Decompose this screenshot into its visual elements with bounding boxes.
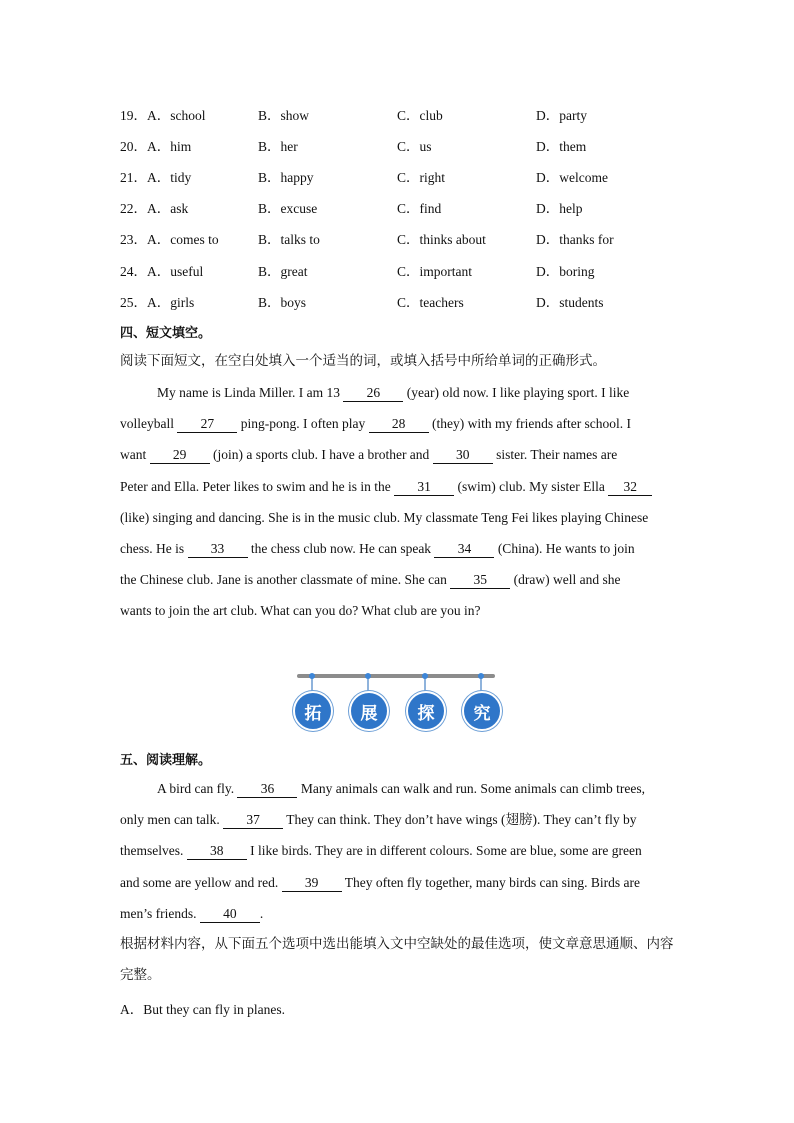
cloze-passage — [120, 377, 676, 627]
option-c: C．teachers — [397, 295, 464, 310]
blank-38[interactable]: 38 — [187, 843, 247, 860]
option-d: D．help — [536, 201, 583, 216]
option-d: D．them — [536, 139, 587, 154]
blank-34[interactable]: 34 — [434, 541, 494, 558]
passage-line: volleyball 27 ping-pong. I often play 28 (they) with my friends after school. I — [120, 416, 632, 432]
passage-line: chess. He is 33 the chess club now. He can speak 34 (China). He wants to join — [120, 541, 635, 557]
blank-26[interactable]: 26 — [343, 385, 403, 402]
blank-40[interactable]: 40 — [200, 906, 260, 923]
banner-stem — [311, 678, 313, 692]
option-a: 19．A．school — [120, 108, 206, 123]
banner-stem — [424, 678, 426, 692]
option-c: C．right — [397, 170, 446, 185]
option-d: D．thanks for — [536, 232, 614, 247]
option-d: D．boring — [536, 264, 595, 279]
blank-33[interactable]: 33 — [188, 541, 248, 558]
option-a: 20．A．him — [120, 139, 192, 154]
blank-37[interactable]: 37 — [223, 812, 283, 829]
extension-banner — [293, 672, 499, 732]
option-c: C．us — [397, 139, 432, 154]
option-a: 23．A．comes to — [120, 232, 219, 247]
banner-dot — [365, 673, 371, 679]
option-b: B．show — [258, 108, 310, 123]
blank-31[interactable]: 31 — [394, 479, 454, 496]
passage-line: Peter and Ella. Peter likes to swim and he is in the 31 (swim) club. My sister Ella 32 — [120, 471, 676, 502]
banner-stem — [367, 678, 369, 692]
section-5-title: 五、阅读理解。 — [120, 753, 212, 768]
option-b: B．happy — [258, 170, 314, 185]
banner-dot — [478, 673, 484, 679]
banner-char: 拓 — [293, 691, 333, 731]
option-b: B．her — [258, 139, 298, 154]
option-c: C．find — [397, 201, 442, 216]
passage-line: My name is Linda Miller. I am 13 26 (year) old now. I like playing sport. I like — [157, 385, 630, 400]
passage-line: wants to join the art club. What can you do? What club are you in? — [120, 603, 481, 619]
blank-27[interactable]: 27 — [177, 416, 237, 433]
option-a: 24．A．useful — [120, 264, 204, 279]
passage-line: and some are yellow and red. 39 They often fly together, many birds can sing. Birds are — [120, 874, 640, 890]
option-b: B．great — [258, 264, 308, 279]
option-a: 25．A．girls — [120, 295, 195, 310]
passage-line: A bird can fly. 36 Many animals can walk and run. Some animals can climb trees, — [157, 781, 646, 796]
passage-line: only men can talk. 37 They can think. They don’t have wings (翅膀). They can’t fly by — [120, 812, 637, 828]
blank-32[interactable]: 32 — [608, 479, 652, 496]
passage-line: (like) singing and dancing. She is in the music club. My classmate Teng Fei likes playing Chinese — [120, 509, 649, 525]
banner-char: 探 — [406, 691, 446, 731]
option-a: 21．A．tidy — [120, 170, 192, 185]
passage-line: want 29 (join) a sports club. I have a brother and 30 sister. Their names are — [120, 447, 618, 463]
option-d: D．students — [536, 295, 604, 310]
option-b: B．talks to — [258, 232, 320, 247]
blank-39[interactable]: 39 — [282, 875, 342, 892]
option-a: 22．A．ask — [120, 201, 189, 216]
banner-dot — [422, 673, 428, 679]
banner-char: 展 — [349, 691, 389, 731]
blank-28[interactable]: 28 — [369, 416, 429, 433]
passage-line: the Chinese club. Jane is another classmate of mine. She can 35 (draw) well and she — [120, 572, 621, 588]
section-4-instruction: 阅读下面短文，在空白处填入一个适当的词，或填入括号中所给单词的正确形式。 — [120, 353, 606, 369]
passage-line: themselves. 38 I like birds. They are in different colours. Some are blue, some are green — [120, 843, 642, 859]
section-4-title: 四、短文填空。 — [120, 326, 212, 341]
passage-line: men’s friends. 40 . — [120, 905, 264, 921]
blank-30[interactable]: 30 — [433, 447, 493, 464]
banner-dot — [309, 673, 315, 679]
blank-36[interactable]: 36 — [237, 781, 297, 798]
blank-29[interactable]: 29 — [150, 447, 210, 464]
banner-char: 究 — [462, 691, 502, 731]
option-b: B．excuse — [258, 201, 318, 216]
option-c: C．important — [397, 264, 472, 279]
option-c: C．club — [397, 108, 443, 123]
answer-option-a: A．But they can fly in planes. — [120, 1002, 285, 1017]
option-b: B．boys — [258, 295, 307, 310]
option-d: D．welcome — [536, 170, 608, 185]
blank-35[interactable]: 35 — [450, 572, 510, 589]
banner-bar — [297, 674, 495, 678]
option-d: D．party — [536, 108, 587, 123]
reading-passage — [120, 773, 676, 929]
option-c: C．thinks about — [397, 232, 486, 247]
section-5-instruction: 根据材料内容，从下面五个选项中选出能填入文中空缺处的最佳选项，使文章意思通顺、内容完整。 — [120, 936, 674, 983]
banner-stem — [480, 678, 482, 692]
